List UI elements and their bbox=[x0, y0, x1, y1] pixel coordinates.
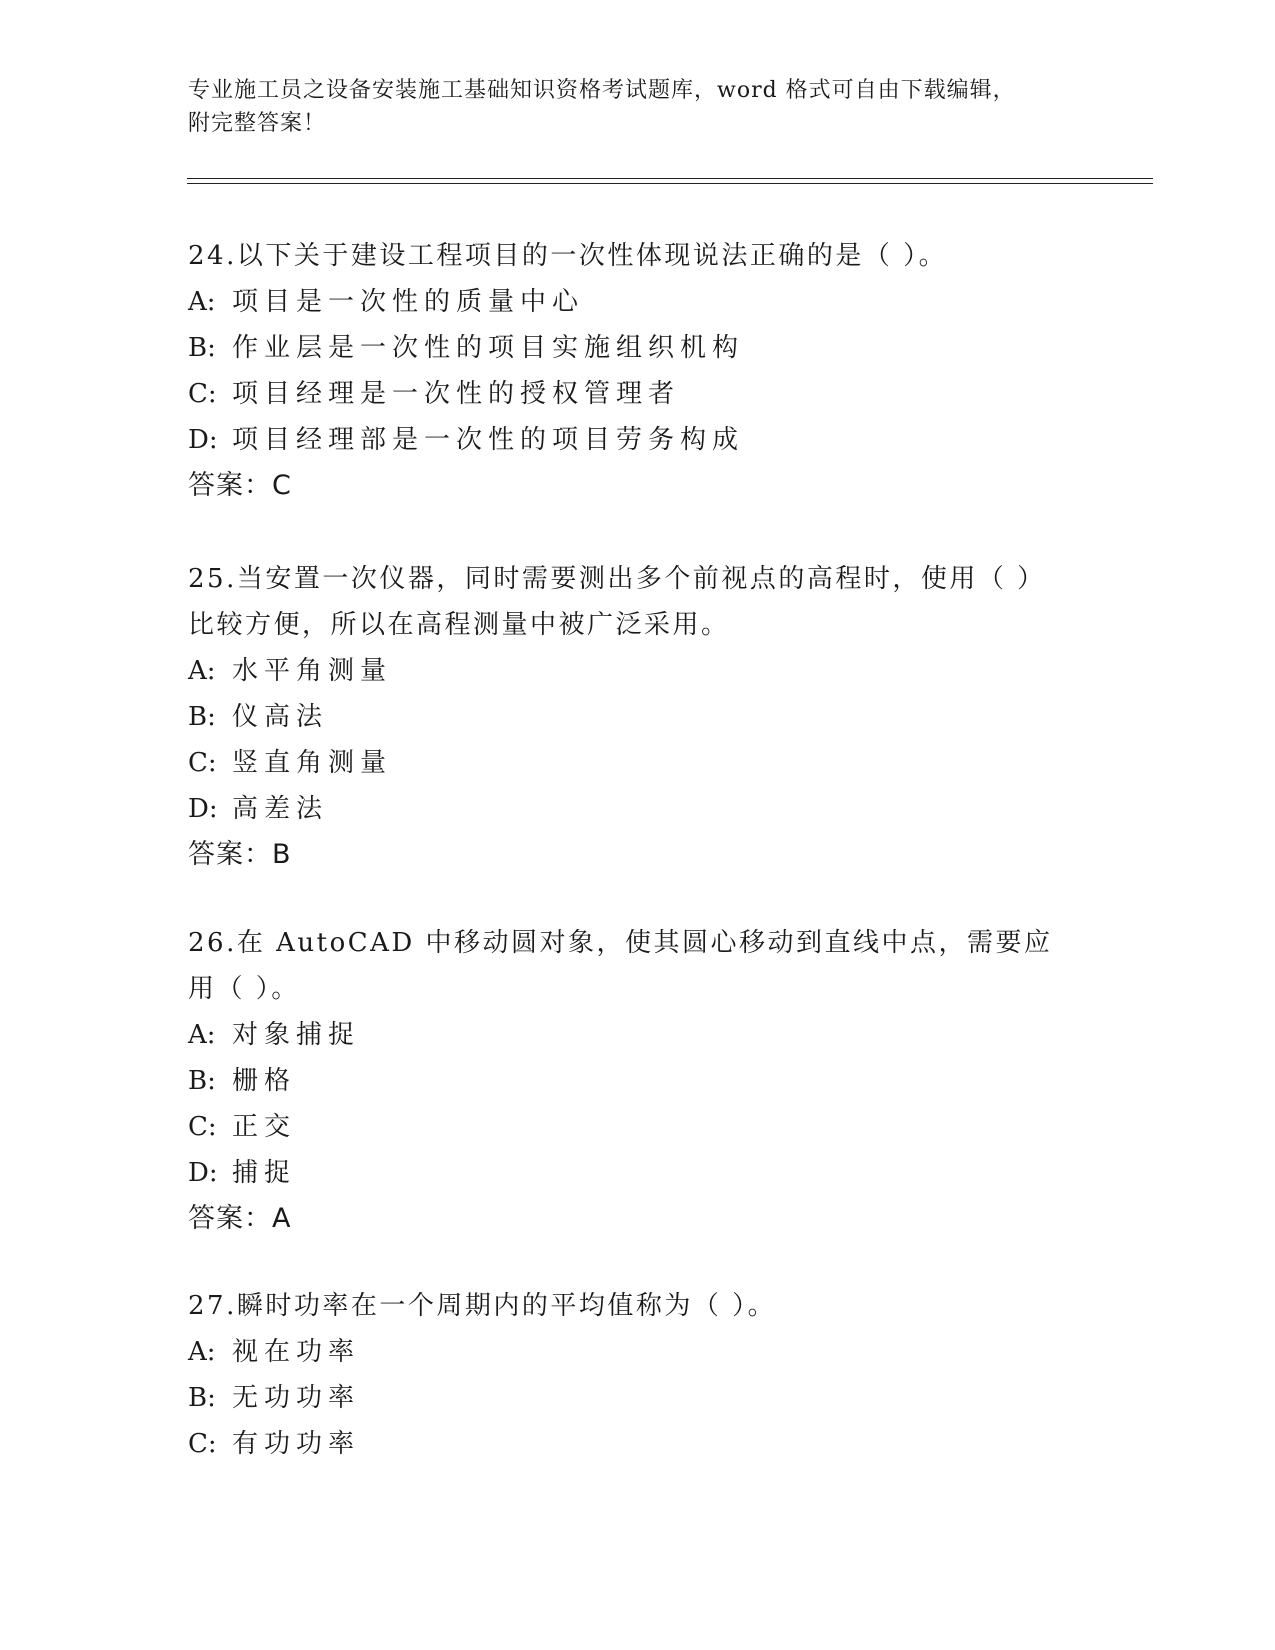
question-stem: 25.当安置一次仪器，同时需要测出多个前视点的高程时，使用（ ）比较方便，所以在高程测量中被广泛采用。 bbox=[188, 564, 1046, 640]
option-c: C: 项目经理是一次性的授权管理者 bbox=[188, 379, 681, 409]
header-divider-bottom bbox=[187, 183, 1153, 184]
option-c: C: 正交 bbox=[188, 1112, 297, 1142]
option-d: D: 捕捉 bbox=[188, 1158, 297, 1188]
question-24 bbox=[188, 233, 1068, 509]
option-a: A: 对象捕捉 bbox=[188, 1020, 361, 1050]
document-header bbox=[188, 74, 1068, 140]
option-d: D: 项目经理部是一次性的项目劳务构成 bbox=[188, 425, 745, 455]
answer-line: 答案：B bbox=[188, 839, 292, 870]
question-stem: 26.在 AutoCAD 中移动圆对象，使其圆心移动到直线中点，需要应用（ ）。 bbox=[188, 928, 1053, 1004]
answer-line: 答案：C bbox=[188, 470, 292, 501]
option-c: C: 有功功率 bbox=[188, 1429, 361, 1459]
option-b: B: 仪高法 bbox=[188, 702, 329, 732]
option-a: A: 水平角测量 bbox=[188, 656, 393, 686]
question-stem: 24.以下关于建设工程项目的一次性体现说法正确的是（ ）。 bbox=[188, 241, 948, 271]
option-c: C: 竖直角测量 bbox=[188, 748, 393, 778]
option-d: D: 高差法 bbox=[188, 794, 329, 824]
option-b: B: 栅格 bbox=[188, 1066, 297, 1096]
option-b: B: 作业层是一次性的项目实施组织机构 bbox=[188, 333, 745, 363]
question-26 bbox=[188, 920, 1068, 1242]
header-line-2: 附完整答案！ bbox=[188, 111, 327, 136]
question-25 bbox=[188, 556, 1068, 878]
option-b: B: 无功功率 bbox=[188, 1383, 361, 1413]
question-27 bbox=[188, 1283, 1068, 1467]
header-divider-top bbox=[187, 178, 1153, 179]
header-line-1: 专业施工员之设备安装施工基础知识资格考试题库，word 格式可自由下载编辑， bbox=[188, 78, 1016, 103]
answer-line: 答案：A bbox=[188, 1203, 292, 1234]
option-a: A: 项目是一次性的质量中心 bbox=[188, 287, 585, 317]
question-stem: 27.瞬时功率在一个周期内的平均值称为（ ）。 bbox=[188, 1291, 777, 1321]
option-a: A: 视在功率 bbox=[188, 1337, 361, 1367]
